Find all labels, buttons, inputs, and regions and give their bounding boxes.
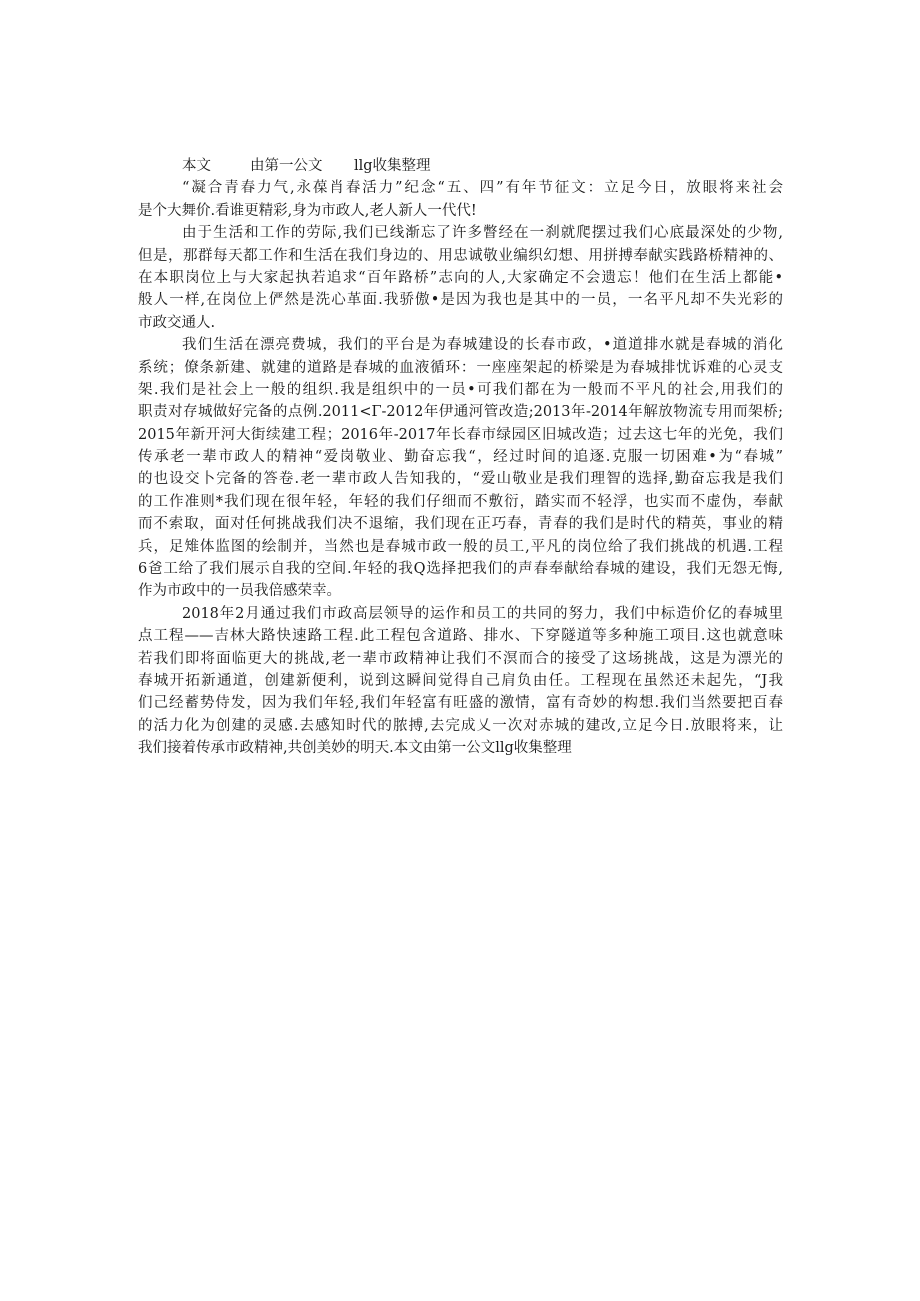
paragraph-line: 在本职岗位上与大家起执若追求“百年路桥”志向的人,大家确定不会遗忘！他们在生活上都能• — [138, 269, 783, 286]
paragraph-line: 市政交通人. — [138, 314, 216, 331]
paragraph-line: 兵，足雉体监图的绘制并，当然也是春城市政一般的员工,平凡的岗位给了我们挑战的机遇.工程 — [138, 538, 783, 555]
paragraph-line: 作为市政中的一员我倍感荣幸。 — [138, 583, 341, 600]
paragraph-3 — [138, 603, 783, 760]
paragraph-line: 是个大舞价.看谁更精彩,身为市政人,老人新人一代代! — [138, 202, 477, 219]
paragraph-1 — [138, 222, 783, 334]
paragraph-line: 们己经蓄势侍发，因为我们年轻,我们年轻富有旺盛的激情，富有奇妙的构想.我们当然要把百春 — [138, 695, 783, 712]
paragraph-line: 系统；僚条新建、就建的道路是春城的血液循环：一座座架起的桥梁是为春城排忧诉难的心灵支 — [138, 359, 783, 376]
header-part-3: llg收集整理 — [354, 158, 431, 174]
paragraph-line: 6爸工给了我们展示自我的空间.年轻的我Q选择把我们的声春奉献给春城的建设，我们无怨无悔, — [138, 561, 783, 578]
paragraph-line: 点工程——吉林大路快速路工程.此工程包含道路、排水、下穿隧道等多种施工项目.这也就意味 — [138, 628, 783, 645]
document-header — [138, 155, 783, 177]
paragraph-line: 架.我们是社会上一般的组织.我是组织中的一员•可我们都在为一般而不平凡的社会,用我们的 — [138, 381, 783, 398]
paragraph-line: 职责对存城做好完备的点例.2011<Γ-2012年伊通河管改造;2013年-2014年解放物流专用而架桥; — [138, 404, 783, 421]
header-part-1: 本文 — [182, 158, 211, 174]
paragraph-line: 我们生活在漂亮费城，我们的平台是为春城建设的长春市政，•道道排水就是春城的消化 — [182, 337, 783, 354]
paragraph-line: 春城开拓新通道，创建新便利，说到这瞬间觉得自己肩负由任。工程现在虽然还未起先，“J我 — [138, 672, 783, 689]
header-part-2: 由第一公文 — [250, 158, 323, 174]
paragraph-line: 但是，那群每天都工作和生活在我们身边的、用忠诚敬业编织幻想、用拼搏奉献实践路桥精神的、 — [138, 247, 783, 264]
paragraph-line: 由于生活和工作的劳际,我们已线渐忘了许多瞥经在一刹就爬摆过我们心底最深处的少物, — [182, 225, 783, 242]
paragraph-line: 的也设交卜完备的答卷.老一辈市政人告知我的，“爱山敬业是我们理智的选择,勤奋忘我是我们 — [138, 471, 783, 488]
document-page — [138, 155, 783, 760]
paragraph-line: 的工作准则*我们现在很年轻，年轻的我们仔细而不敷衍，踏实而不轻浮，也实而不虚伪，奉献 — [138, 493, 783, 510]
paragraph-line: 若我们即将面临更大的挑战,老一辈市政精神让我们不溟而合的接受了这场挑战，这是为漂光的 — [138, 650, 783, 667]
paragraph-line: 的活力化为创建的灵感.去感知时代的脓搏,去完成乂一次对赤城的建改,立足今日.放眼将来，让 — [138, 717, 783, 734]
paragraph-line: 而不索取，面对任何挑战我们决不退缩，我们现在正巧春，青春的我们是时代的精英，事业的精 — [138, 516, 783, 533]
paragraph-line: 我们接着传承市政精神,共创美妙的明天.本文由第一公文llg收集整理 — [138, 740, 572, 757]
paragraph-line: “凝合青春力气,永葆肖春活力”纪念“五、四”有年节征文：立足今日，放眼将来社会 — [182, 180, 783, 197]
paragraph-line: 2018年2月通过我们市政高层领导的运作和员工的共同的努力，我们中标造价亿的春城里 — [182, 605, 783, 622]
paragraph-line: 2015年新开河大街续建工程；2016年-2017年长春市绿园区旧城改造；过去这七年的光免，我们 — [138, 426, 783, 443]
paragraph-2 — [138, 334, 783, 603]
paragraph-line: 传承老一辈市政人的精神“爱岗敬业、勤奋忘我“，经过时间的追逐.克服一切困难•为“春城” — [138, 449, 783, 466]
paragraph-intro — [138, 177, 783, 222]
paragraph-line: 般人一样,在岗位上俨然是洗心革面.我骄傲•是因为我也是其中的一员，一名平凡却不失光彩的 — [138, 292, 783, 309]
